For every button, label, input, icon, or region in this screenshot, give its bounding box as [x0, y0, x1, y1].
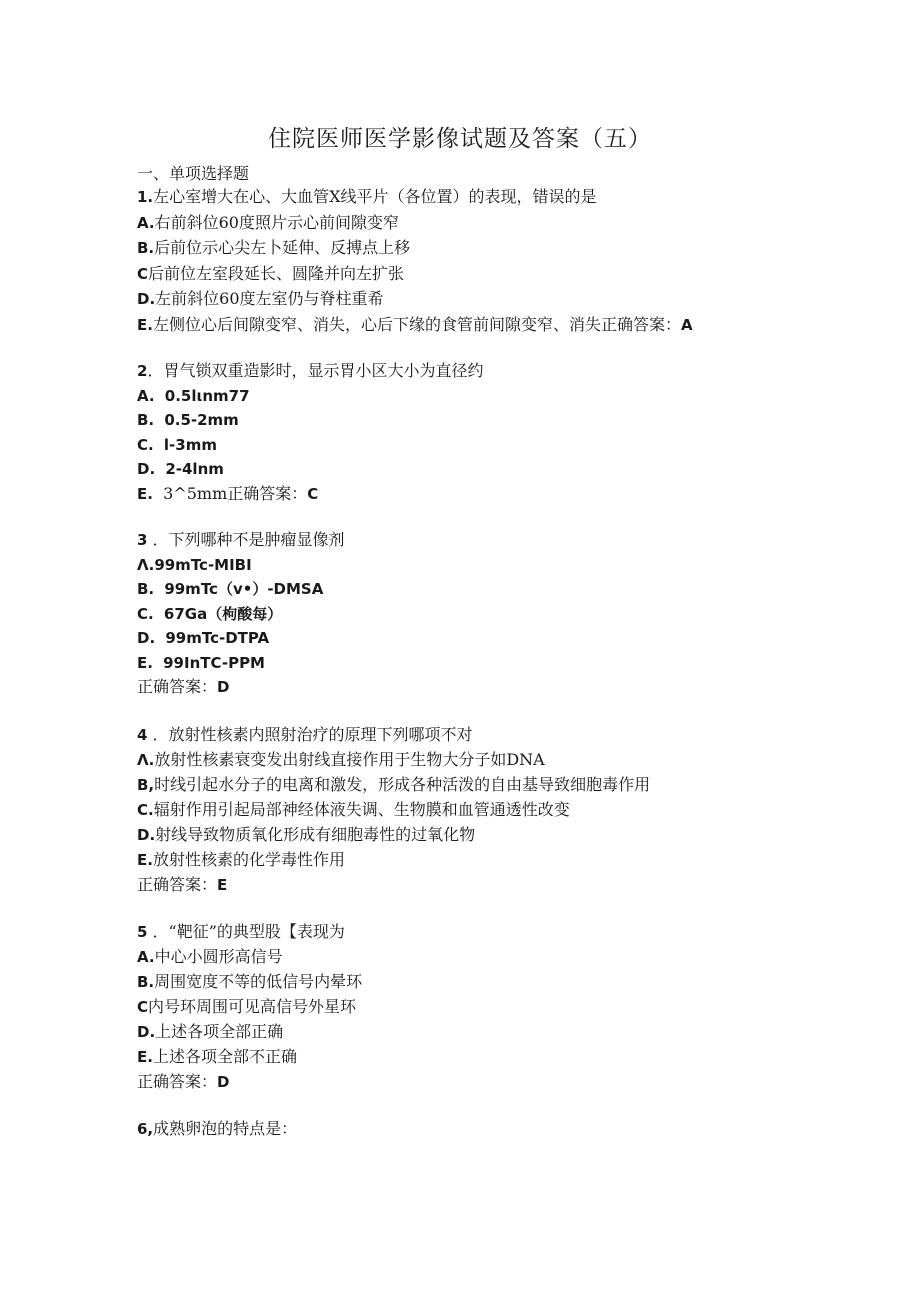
- option-text: 放射性核素衰变发出射线直接作用于生物大分子如DNA: [154, 749, 545, 769]
- option-text: 后前位左室段延长、圆隆并向左扩张: [148, 263, 405, 283]
- option-text: 3^5mm正确答案：C: [163, 483, 319, 503]
- option-label: D.: [137, 290, 156, 308]
- option-text: 99mTc（v•）-DMSA: [164, 580, 324, 598]
- option-a: [137, 944, 897, 969]
- option-label: C.: [137, 604, 154, 623]
- option-text: 周围宽度不等的低信号内晕环: [154, 971, 363, 991]
- option-c: [137, 261, 897, 287]
- question-stem: [137, 722, 897, 747]
- option-label: C.: [137, 435, 154, 454]
- option-text: 上述各项全部不正确: [152, 1046, 297, 1066]
- option-label: E.: [137, 484, 153, 503]
- question-stem: [137, 1116, 897, 1141]
- option-text: 右前斜位60度照片示心前间隙变窄: [154, 212, 399, 232]
- option-text: 时线引起水分子的电离和激发，形成各种活泼的自由基导致细胞毒作用: [154, 774, 651, 794]
- question-number: 6,: [137, 1119, 154, 1138]
- option-label: B.: [137, 411, 155, 429]
- option-label: D.: [137, 460, 156, 478]
- option-text: 0.5-2mm: [164, 411, 239, 429]
- option-label: Λ.: [137, 555, 155, 574]
- option-b: [137, 577, 897, 602]
- question-stem: [137, 359, 897, 384]
- option-c: [137, 994, 897, 1019]
- option-label: A.: [137, 213, 155, 232]
- option-label: D.: [137, 629, 156, 647]
- document-title: 住院医师医学影像试题及答案（五）: [268, 126, 652, 152]
- option-d: [137, 1019, 897, 1044]
- option-text: 内号环周围可见高信号外星环: [148, 996, 357, 1016]
- option-label: A.: [137, 386, 155, 405]
- option-label: Λ.: [137, 750, 155, 769]
- option-a: [137, 747, 897, 772]
- question-5: [137, 919, 897, 1094]
- option-text: 中心小圆形高信号: [154, 946, 283, 966]
- option-text: 射线导致物质氧化形成有细胞毒性的过氧化物: [155, 824, 476, 844]
- option-text: 左前斜位60度左室仍与脊柱重希: [155, 289, 384, 308]
- option-label: B.: [137, 972, 155, 991]
- question-text: ．下列哪种不是肿瘤显像剂: [152, 530, 345, 549]
- option-text: l-3mm: [163, 435, 217, 454]
- option-label: B.: [137, 580, 155, 598]
- answer-text: 正确答案：D: [137, 1071, 230, 1091]
- option-label: E.: [137, 315, 153, 334]
- question-number: 1.: [137, 188, 154, 206]
- answer-line: [137, 1069, 897, 1094]
- option-b: [137, 772, 897, 797]
- question-number: 4: [137, 725, 148, 744]
- option-c: [137, 797, 897, 822]
- option-label: D.: [137, 1022, 156, 1041]
- option-text: 99mTc-DTPA: [165, 629, 270, 647]
- option-label: D.: [137, 825, 156, 844]
- question-3: [137, 528, 897, 700]
- question-number: 5: [137, 922, 148, 941]
- option-a: [137, 553, 897, 578]
- option-e: [137, 847, 897, 872]
- option-label: C: [137, 264, 149, 283]
- option-d: [137, 286, 897, 312]
- option-label: A.: [137, 947, 155, 966]
- option-text: 99InTC-PPM: [163, 653, 265, 672]
- question-number: 3: [137, 531, 148, 549]
- option-label: C.: [137, 800, 154, 819]
- option-text: 0.5lιnm77: [164, 386, 250, 405]
- option-label: E.: [137, 1047, 153, 1066]
- question-stem: [137, 919, 897, 944]
- option-text: 辐射作用引起局部神经体液失调、生物膜和血管通透性改变: [153, 799, 570, 819]
- option-label: B.: [137, 239, 155, 257]
- question-1: [137, 184, 897, 337]
- answer-text: 正确答案：D: [137, 677, 230, 696]
- answer-line: [137, 872, 897, 897]
- option-e: [137, 312, 897, 338]
- option-e: [137, 1044, 897, 1069]
- option-e: [137, 482, 897, 507]
- option-label: E.: [137, 653, 153, 672]
- option-text: 放射性核素的化学毒性作用: [152, 849, 345, 869]
- option-label: B,: [137, 775, 155, 794]
- question-4: [137, 722, 897, 897]
- question-text: ．放射性核素内照射治疗的原理下列哪项不对: [152, 724, 473, 744]
- option-d: [137, 457, 897, 482]
- section-heading: 一、单项选择题: [137, 164, 250, 183]
- answer-line: [137, 675, 897, 700]
- question-stem: [137, 184, 897, 210]
- question-text: 左心室增大在心、大血管X线平片（各位置）的表现，错误的是: [153, 187, 597, 206]
- option-text: 67Ga（枸酸每）: [163, 604, 283, 623]
- question-2: [137, 359, 897, 506]
- question-number: 2: [137, 362, 148, 380]
- option-text: 上述各项全部正确: [155, 1021, 284, 1041]
- option-label: C: [137, 997, 149, 1016]
- option-text: 左侧位心后间隙变窄、消失，心后下缘的食管前间隙变窄、消失正确答案：A: [152, 314, 693, 334]
- question-text: ．胃气锁双重造影时，显示胃小区大小为直径约: [147, 361, 484, 380]
- option-a: [137, 210, 897, 236]
- question-6: [137, 1116, 897, 1141]
- option-a: [137, 384, 897, 409]
- option-label: E.: [137, 850, 153, 869]
- option-d: [137, 626, 897, 651]
- option-d: [137, 822, 897, 847]
- question-stem: [137, 528, 897, 553]
- option-e: [137, 651, 897, 676]
- option-text: 99mTc-MIBI: [154, 555, 252, 574]
- option-c: [137, 433, 897, 458]
- option-text: 后前位示心尖左卜延伸、反搏点上移: [154, 238, 411, 257]
- question-list: [137, 184, 897, 1163]
- question-text: ．“靶征”的典型股【表现为: [152, 921, 345, 941]
- option-b: [137, 969, 897, 994]
- option-b: [137, 408, 897, 433]
- question-text: 成熟卵泡的特点是：: [153, 1118, 298, 1138]
- option-c: [137, 602, 897, 627]
- option-text: 2-4lnm: [165, 460, 224, 478]
- answer-text: 正确答案：E: [137, 874, 228, 894]
- option-b: [137, 235, 897, 261]
